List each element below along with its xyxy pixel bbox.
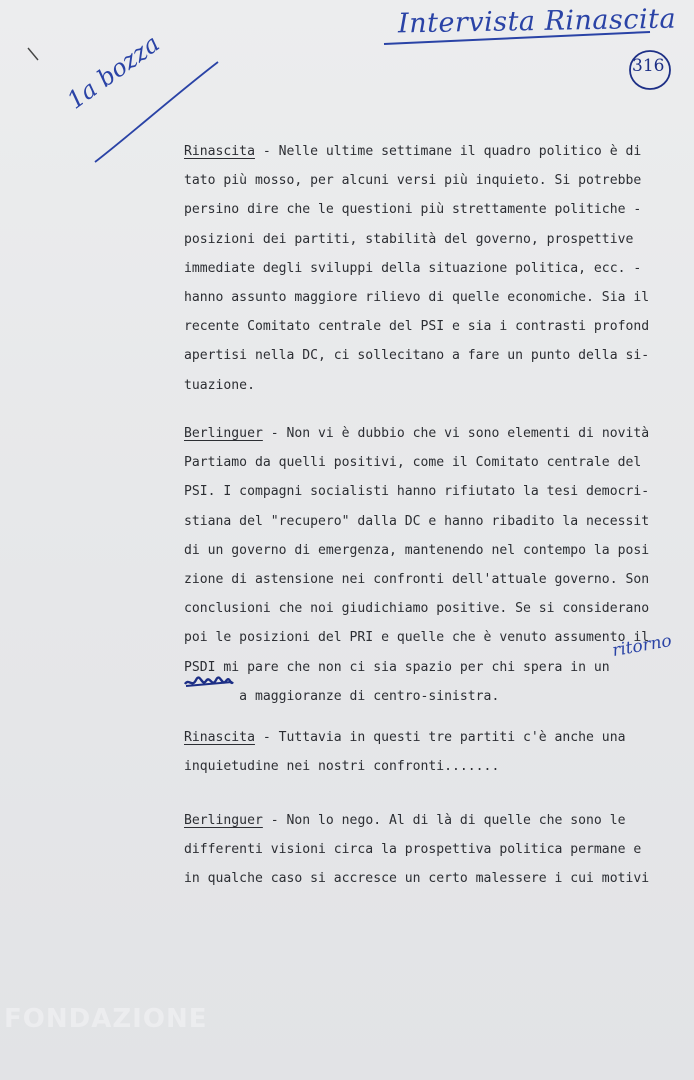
text-line [184, 813, 625, 828]
text-line [184, 514, 649, 529]
line-text: a maggioranze di centro-sinistra. [184, 688, 500, 704]
text-line [184, 290, 649, 305]
text-line [184, 842, 641, 857]
line-text: immediate degli sviluppi della situazione politica, ecc. - [184, 260, 642, 276]
text-line [184, 730, 625, 745]
handwritten-title: Intervista Rinascita [397, 3, 677, 40]
text-line [184, 144, 641, 159]
handwritten-insertion: ritorno [610, 630, 674, 662]
line-text: persino dire che le questioni più strettamente politiche - [184, 202, 642, 218]
line-text: - Nelle ultime settimane il quadro politico è di [254, 144, 642, 159]
line-text: Partiamo da quelli positivi, come il Comitato centrale del [184, 455, 642, 471]
line-text: in qualche caso si accresce un certo malessere i cui motivi [184, 871, 650, 887]
text-line [184, 319, 649, 334]
text-line [184, 601, 649, 616]
line-text: - Non vi è dubbio che vi sono elementi di novità [262, 426, 650, 441]
text-line [184, 660, 610, 675]
speaker-label: Berlinguer [184, 426, 263, 441]
line-text: poi le posizioni del PRI e quelle che è venuto assumento il [184, 630, 650, 646]
line-text: inquietudine nei nostri confronti....... [184, 759, 500, 775]
speaker-label: Rinascita [184, 730, 255, 745]
line-text: recente Comitato centrale del PSI e sia i contrasti profond [184, 319, 650, 335]
text-line [184, 572, 649, 587]
line-text: PSI. I compagni socialisti hanno rifiutato la tesi democri- [184, 484, 650, 500]
line-text: conclusioni che noi giudichiamo positive. Se si considerano [184, 601, 650, 617]
text-line [184, 261, 641, 276]
text-line [184, 202, 641, 217]
line-text: stiana del "recupero" dalla DC e hanno ribadito la necessit [184, 513, 650, 529]
text-line [184, 871, 649, 886]
line-text: apertisi nella DC, ci sollecitano a fare un punto della si- [184, 348, 650, 364]
text-line [184, 543, 649, 558]
handwritten-margin-note: 1a bozza [62, 29, 165, 115]
text-line [184, 759, 499, 774]
speaker-label: Rinascita [184, 144, 255, 159]
line-text: - Non lo nego. Al di là di quelle che sono le [262, 813, 626, 828]
crossed-out-word [184, 676, 234, 690]
text-line [184, 484, 649, 499]
line-text: PSDI mi pare che non ci sia spazio per chi spera in un [184, 659, 610, 675]
text-line [184, 426, 649, 441]
line-text: tato più mosso, per alcuni versi più inquieto. Si potrebbe [184, 173, 642, 189]
line-text: di un governo di emergenza, mantenendo nel contempo la posi [184, 542, 650, 558]
text-line [184, 348, 649, 363]
line-text: tuazione. [184, 377, 255, 393]
text-line [184, 378, 255, 393]
text-line [184, 232, 633, 247]
text-line [184, 173, 641, 188]
watermark: FONDAZIONE [4, 1004, 208, 1034]
line-text: posizioni dei partiti, stabilità del governo, prospettive [184, 231, 634, 247]
speaker-label: Berlinguer [184, 813, 263, 828]
text-line [184, 455, 641, 470]
line-text: - Tuttavia in questi tre partiti c'è anche una [254, 730, 626, 745]
text-line [184, 689, 499, 704]
line-text: differenti visioni circa la prospettiva politica permane e [184, 842, 642, 858]
line-text: hanno assunto maggiore rilievo di quelle economiche. Sia il [184, 290, 650, 305]
page-number: 316 [632, 56, 665, 76]
text-line [184, 630, 649, 645]
line-text: zione di astensione nei confronti dell'attuale governo. Son [184, 572, 650, 587]
